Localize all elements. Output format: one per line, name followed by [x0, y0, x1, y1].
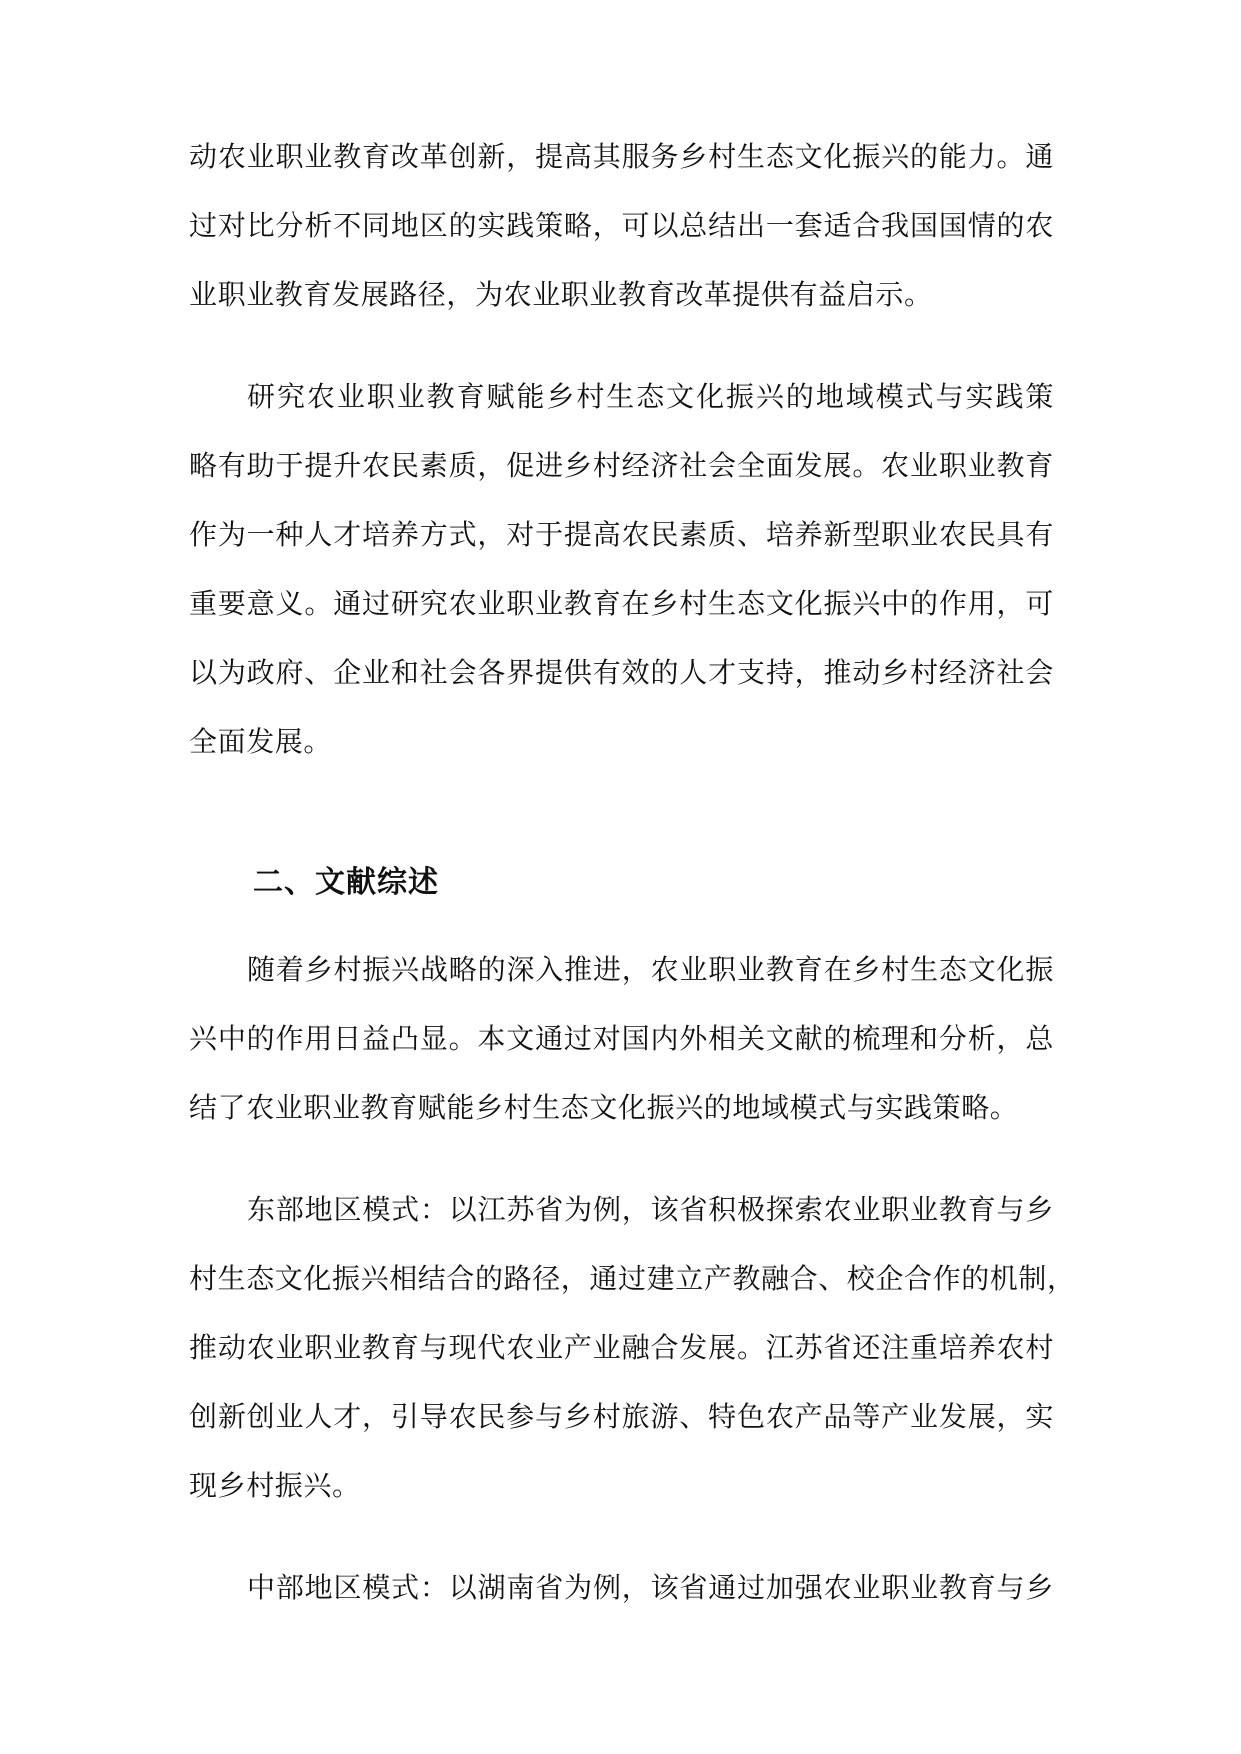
section-paragraph-2-line-1: 东部地区模式：以江苏省为例，该省积极探索农业职业教育与乡 [247, 1193, 1054, 1226]
section-paragraph-2-line-2: 村生态文化振兴相结合的路径，通过建立产教融合、校企合作的机制， [189, 1262, 1076, 1295]
paragraph-1-line-1: 动农业职业教育改革创新，提高其服务乡村生态文化振兴的能力。通 [189, 140, 1054, 173]
section-paragraph-1-line-3: 结了农业职业教育赋能乡村生态文化振兴的地域模式与实践策略。 [189, 1091, 1019, 1124]
section-paragraph-1-line-2: 兴中的作用日益凸显。本文通过对国内外相关文献的梳理和分析，总 [189, 1022, 1054, 1055]
section-paragraph-2-line-3: 推动农业职业教育与现代农业产业融合发展。江苏省还注重培养农村 [189, 1331, 1054, 1364]
paragraph-2-line-5: 以为政府、企业和社会各界提供有效的人才支持，推动乡村经济社会 [189, 656, 1054, 689]
paragraph-2-line-4: 重要意义。通过研究农业职业教育在乡村生态文化振兴中的作用，可 [189, 587, 1054, 620]
section-heading: 二、文献综述 [253, 865, 439, 900]
paragraph-2-line-3: 作为一种人才培养方式，对于提高农民素质、培养新型职业农民具有 [189, 518, 1054, 551]
section-paragraph-2-line-4: 创新创业人才，引导农民参与乡村旅游、特色农产品等产业发展，实 [189, 1400, 1054, 1433]
section-paragraph-2-line-5: 现乡村振兴。 [189, 1469, 361, 1502]
section-paragraph-1-line-1: 随着乡村振兴战略的深入推进，农业职业教育在乡村生态文化振 [247, 953, 1054, 986]
paragraph-1-line-3: 业职业教育发展路径，为农业职业教育改革提供有益启示。 [189, 278, 933, 311]
paragraph-1-line-2: 过对比分析不同地区的实践策略，可以总结出一套适合我国国情的农 [189, 209, 1054, 242]
paragraph-2-line-2: 略有助于提升农民素质，促进乡村经济社会全面发展。农业职业教育 [189, 449, 1054, 482]
paragraph-2-line-1: 研究农业职业教育赋能乡村生态文化振兴的地域模式与实践策 [247, 380, 1054, 413]
paragraph-2-line-6: 全面发展。 [189, 725, 333, 758]
section-paragraph-3-line-1: 中部地区模式：以湖南省为例，该省通过加强农业职业教育与乡 [247, 1571, 1054, 1604]
